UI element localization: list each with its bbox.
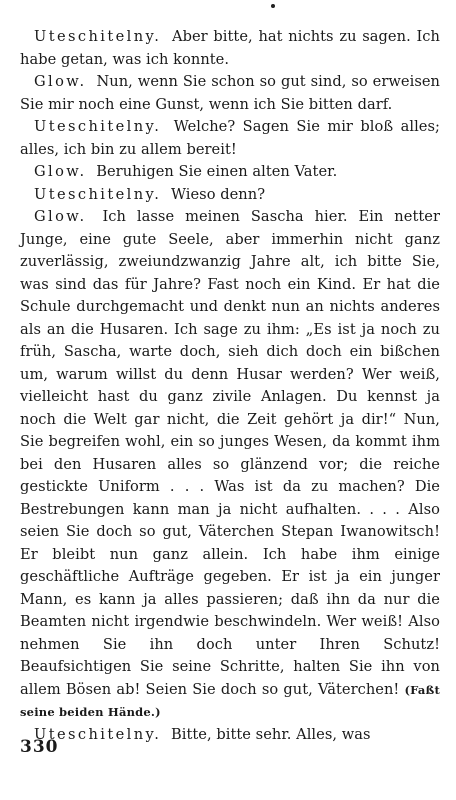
dialogue-paragraph [20, 161, 440, 184]
speaker-name: Uteschitelny. [34, 118, 162, 135]
speech-text: Aber bitte, hat nichts zu sagen. Ich habe getan, was ich konnte. [20, 28, 440, 68]
dialogue-paragraph [20, 71, 440, 116]
speech-text: Ich lasse meinen Sascha hier. Ein netter Junge, eine gute Seele, aber immerhin nicht ganz zuverlässig, zweiundzwanzig Jahre alt, ich bitte Sie, was sind das für Jahre? Fast noch ein Kind. Er hat die Schule durchgemacht und denkt nun an nichts anderes als an die Husaren. Ich sage zu ihm: „Es ist ja noch zu früh, Sascha, warte doch, sieh dich doch ein bißchen um, warum willst du denn Husar werden? Wer weiß, vielleicht hast du ganz zivile Anlagen. Du kennst ja noch die Welt gar nicht, die Zeit gehört ja dir!“ Nun, Sie begreifen wohl, ein so junges Wesen, da kommt ihm bei den Husaren alles so glänzend vor; die reiche gestickte Uniform . . . Was ist da zu machen? Die Bestrebungen kann man ja nicht aufhalten. . . . Also seien Sie doch so gut, Väterchen Stepan Iwanowitsch! Er bleibt nun ganz allein. Ich habe ihm einige geschäftliche Aufträge gegeben. Er ist ja ein junger Mann, es kann ja alles passieren; daß ihn da nur die Beamten nicht irgendwie beschwindeln. Wer weiß! Also nehmen Sie ihn doch unter Ihren Schutz! Beaufsichtigen Sie seine Schritte, halten Sie ihn von allem Bösen ab! Seien Sie doch so gut, Väterchen! [20, 208, 440, 698]
top-ink-dot [271, 4, 275, 8]
speech-text: Bitte, bitte sehr. Alles, was [170, 725, 371, 743]
speaker-name: Uteschitelny. [34, 28, 162, 45]
stage-direction: (Faßt seine beiden Hände.) [20, 682, 440, 719]
speaker-name: Glow. [34, 208, 87, 225]
speaker-name: Uteschitelny. [34, 725, 162, 743]
dialogue-text [20, 26, 440, 746]
dialogue-paragraph [20, 206, 440, 724]
dialogue-paragraph [20, 184, 440, 207]
dialogue-paragraph [20, 26, 440, 71]
speech-text: Beruhigen Sie einen alten Vater. [96, 163, 338, 180]
speech-text: Nun, wenn Sie schon so gut sind, so erweisen Sie mir noch eine Gunst, wenn ich Sie bitten darf. [20, 73, 440, 113]
dialogue-paragraph [20, 724, 440, 747]
speech-text: Welche? Sagen Sie mir bloß alles; alles, ich bin zu allem bereit! [20, 118, 440, 158]
speaker-name: Uteschitelny. [34, 185, 162, 203]
speaker-name: Glow. [34, 73, 87, 90]
speech-text: Wieso denn? [170, 185, 266, 203]
page-number: 330 [20, 737, 59, 757]
dialogue-paragraph [20, 116, 440, 161]
speaker-name: Glow. [34, 163, 87, 180]
